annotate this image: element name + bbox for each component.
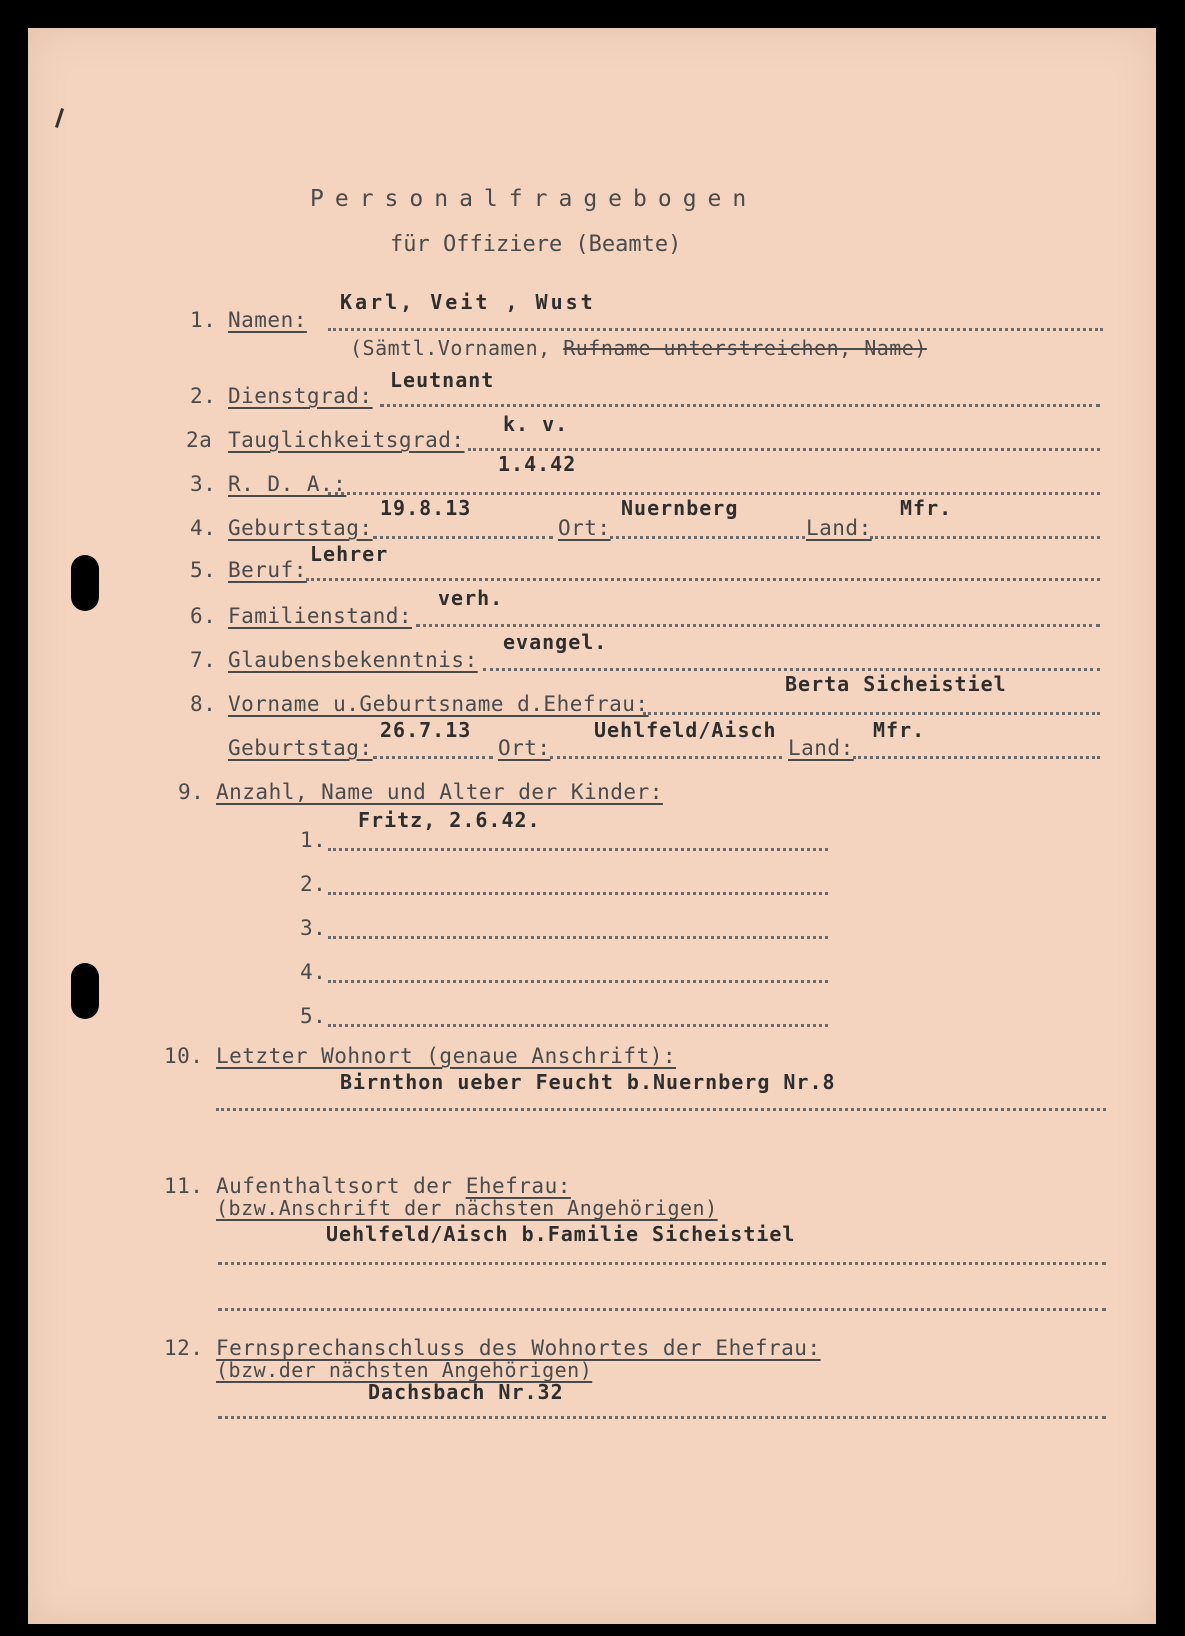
birthdate-value: 19.8.13: [380, 496, 472, 520]
q2-number: 2.: [190, 384, 217, 408]
q4-line-2: [610, 536, 805, 539]
q8-ort-label: Ort:: [498, 736, 551, 760]
q9-number: 9.: [178, 780, 205, 804]
q2-label: Dienstgrad:: [228, 384, 373, 408]
wife-birthdate-value: 26.7.13: [380, 718, 472, 742]
birth-land-value: Mfr.: [900, 496, 953, 520]
last-residence-value: Birnthon ueber Feucht b.Nuernberg Nr.8: [340, 1070, 836, 1094]
q11-number: 11.: [164, 1174, 204, 1198]
child-row-3-line: [328, 936, 828, 939]
child-row-2-line: [328, 892, 828, 895]
q4-line-1: [373, 536, 553, 539]
q7-number: 7.: [190, 648, 217, 672]
q7-label: Glaubensbekenntnis:: [228, 648, 478, 672]
q9-label: Anzahl, Name und Alter der Kinder:: [216, 780, 663, 804]
q11-line-1: [218, 1262, 1106, 1265]
child-row-2-number: 2.: [300, 872, 327, 896]
children-value: Fritz, 2.6.42.: [358, 808, 541, 832]
q1-hint: (Sämtl.Vornamen, Rufname unterstreichen, Name): [350, 336, 927, 360]
q8-birthdate-label: Geburtstag:: [228, 736, 373, 760]
q8-label: Vorname u.Geburtsname d.Ehefrau:: [228, 692, 649, 716]
q4-land-label: Land:: [806, 516, 872, 540]
q2-line: [380, 404, 1100, 407]
birthplace-value: Nuernberg: [621, 496, 739, 520]
name-value: Karl, Veit , Wust: [340, 290, 596, 314]
q8-land-label: Land:: [788, 736, 854, 760]
q3-line: [328, 492, 1100, 495]
q1-line: [328, 328, 1103, 331]
q4-label: Geburtstag:: [228, 516, 373, 540]
q2a-line: [468, 448, 1100, 451]
q4-number: 4.: [190, 516, 217, 540]
q8-line-2: [373, 756, 493, 759]
rank-value: Leutnant: [390, 368, 495, 392]
q8-line: [643, 712, 1100, 715]
q6-line: [416, 624, 1100, 627]
religion-value: evangel.: [503, 630, 608, 654]
fitness-value: k. v.: [503, 412, 569, 436]
child-row-5-line: [328, 1024, 828, 1027]
rda-value: 1.4.42: [498, 452, 577, 476]
q1-label: Namen:: [228, 308, 307, 332]
q11-hint: (bzw.Anschrift der nächsten Angehörigen): [216, 1196, 718, 1220]
form-page: [28, 28, 1156, 1624]
profession-value: Lehrer: [310, 542, 389, 566]
pen-mark: [55, 108, 64, 128]
wife-land-value: Mfr.: [873, 718, 926, 742]
marital-status-value: verh.: [438, 586, 504, 610]
q5-label: Beruf:: [228, 558, 307, 582]
child-row-4-line: [328, 980, 828, 983]
q8-line-3: [550, 756, 782, 759]
q12-line: [218, 1416, 1106, 1419]
q5-line: [306, 578, 1100, 581]
q2a-number: 2a: [186, 428, 213, 452]
q8-number: 8.: [190, 692, 217, 716]
q6-label: Familienstand:: [228, 604, 413, 628]
child-row-1-line: [328, 848, 828, 851]
q5-number: 5.: [190, 558, 217, 582]
q11-line-2: [218, 1308, 1106, 1311]
q10-number: 10.: [164, 1044, 204, 1068]
q3-number: 3.: [190, 472, 217, 496]
q11-label: Aufenthaltsort der Ehefrau:: [216, 1174, 571, 1198]
q4-ort-label: Ort:: [558, 516, 611, 540]
q10-line: [216, 1108, 1106, 1111]
q1-number: 1.: [190, 308, 217, 332]
punch-hole-bottom: [71, 963, 99, 1019]
q10-label: Letzter Wohnort (genaue Anschrift):: [216, 1044, 677, 1068]
q8-line-4: [853, 756, 1100, 759]
form-title: Personalfragebogen: [310, 186, 758, 212]
q7-line: [483, 668, 1100, 671]
q12-hint: (bzw.der nächsten Angehörigen): [216, 1358, 593, 1382]
child-row-5-number: 5.: [300, 1004, 327, 1028]
child-row-4-number: 4.: [300, 960, 327, 984]
wife-residence-value: Uehlfeld/Aisch b.Familie Sicheistiel: [326, 1222, 796, 1246]
child-row-3-number: 3.: [300, 916, 327, 940]
q6-number: 6.: [190, 604, 217, 628]
q4-line-3: [870, 536, 1100, 539]
child-row-1-number: 1.: [300, 828, 327, 852]
q2a-label: Tauglichkeitsgrad:: [228, 428, 465, 452]
q12-label: Fernsprechanschluss des Wohnortes der Ehefrau:: [216, 1336, 821, 1360]
wife-birthplace-value: Uehlfeld/Aisch: [594, 718, 777, 742]
punch-hole-top: [71, 555, 99, 611]
form-subtitle: für Offiziere (Beamte): [390, 232, 682, 257]
q12-number: 12.: [164, 1336, 204, 1360]
q3-label: R. D. A.:: [228, 472, 347, 496]
phone-value: Dachsbach Nr.32: [368, 1380, 564, 1404]
wife-name-value: Berta Sicheistiel: [785, 672, 1007, 696]
